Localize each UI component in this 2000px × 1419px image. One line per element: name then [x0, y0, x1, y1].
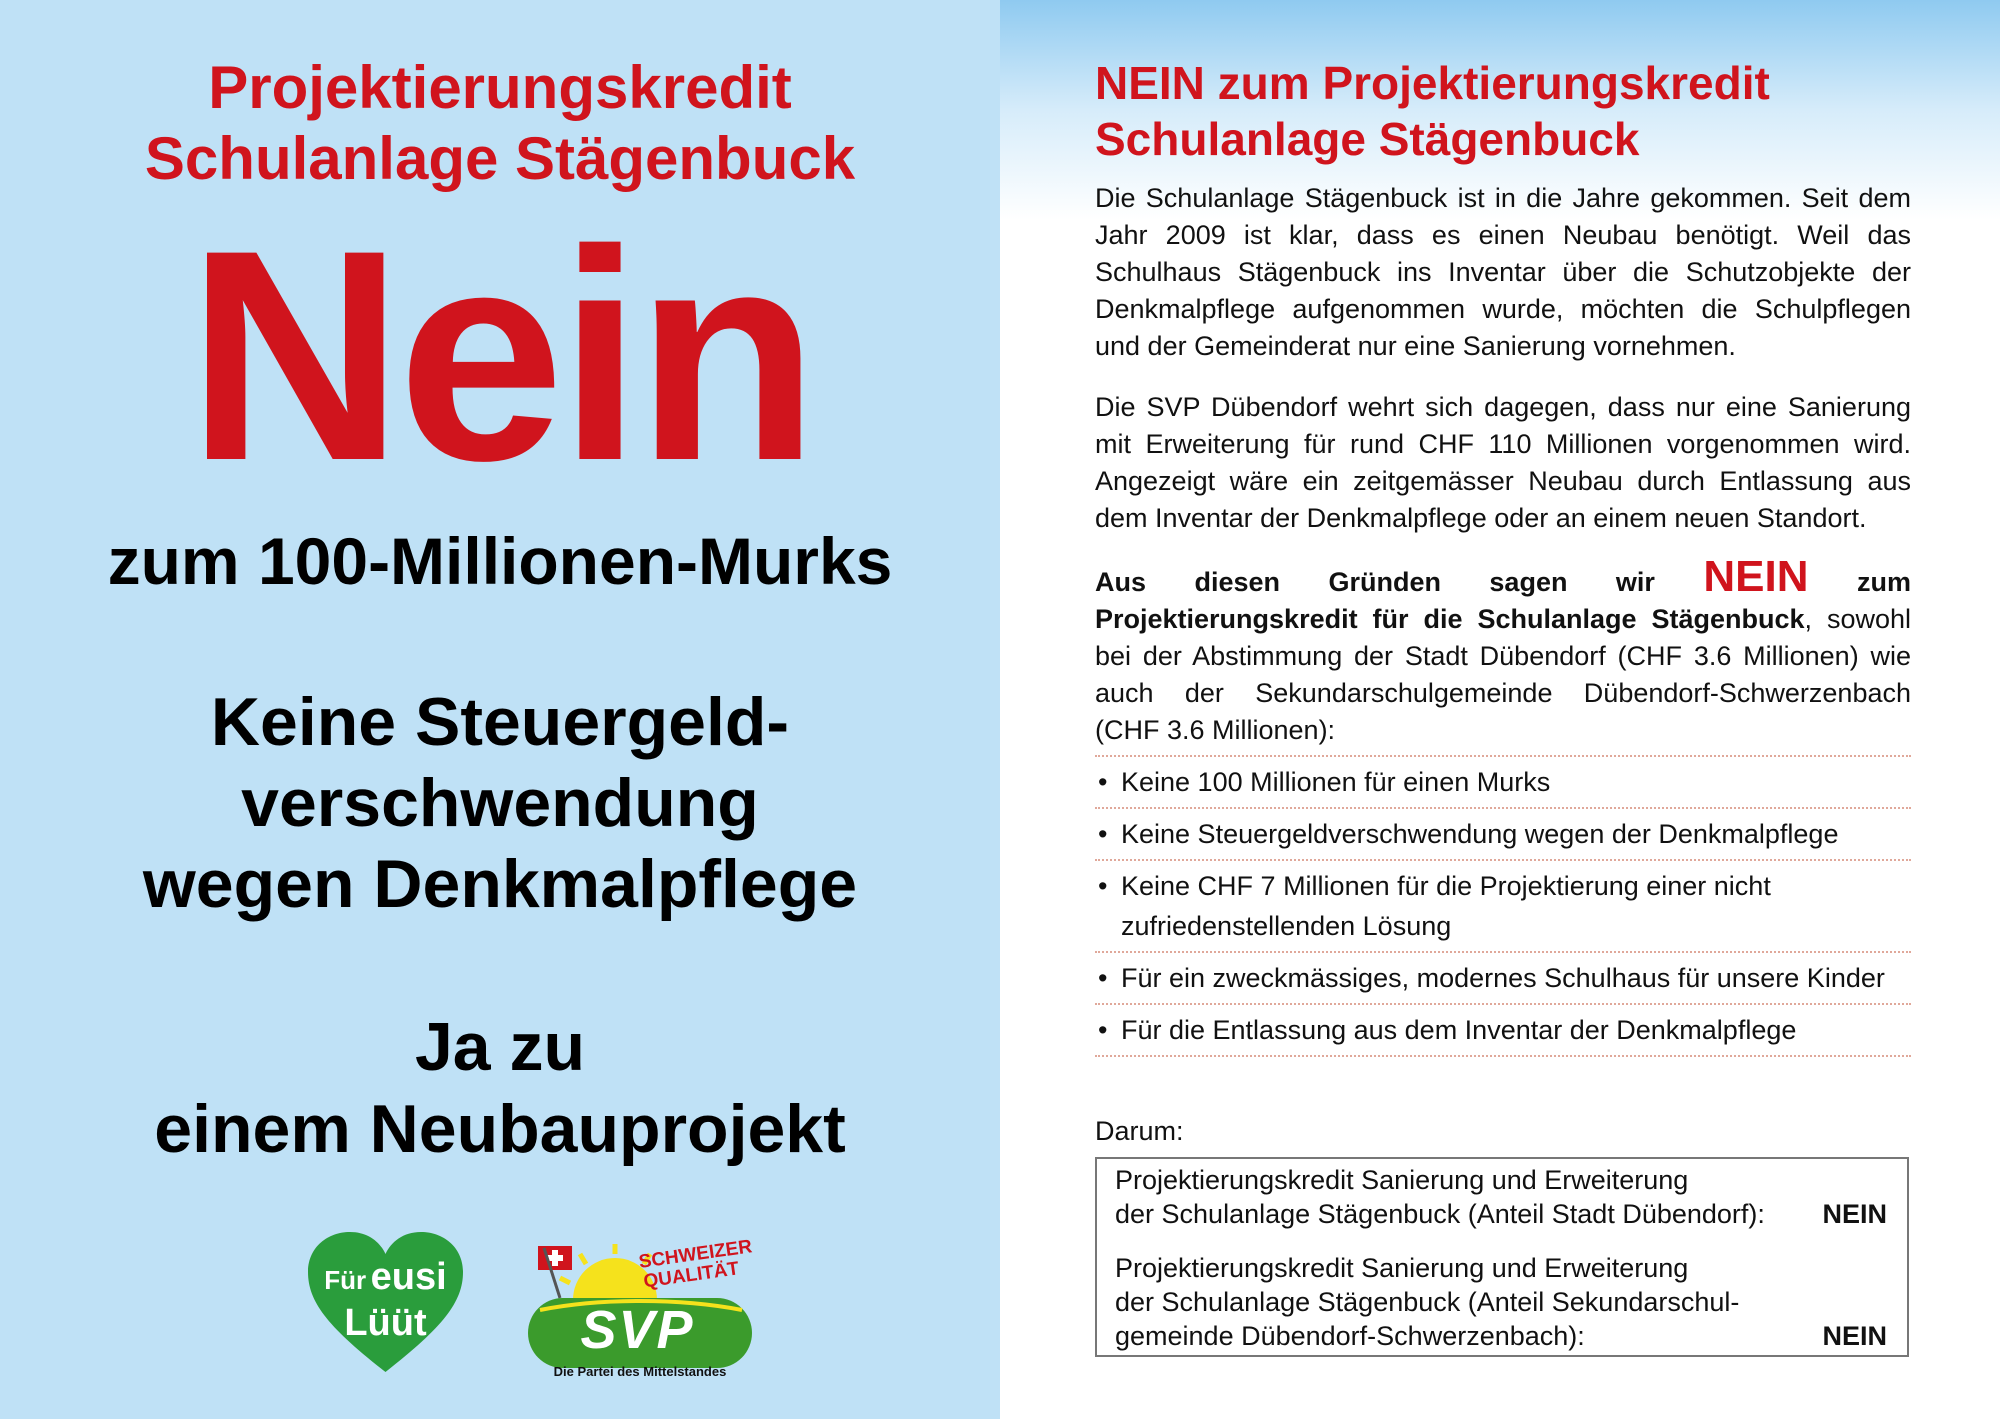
bullet-dot-icon: • [1098, 767, 1108, 797]
reasons-bold-subject: zum Projektierungskredit für die Schulanlage Stägenbuck [1095, 567, 1911, 634]
vote-item-sek-line1: Projektierungskredit Sanierung und Erweiterung [1115, 1253, 1689, 1283]
right-title [1095, 55, 1965, 167]
keine-line2: verschwendung [241, 765, 759, 841]
list-item [1095, 953, 1911, 1005]
vote-item-stadt-nein: NEIN [1822, 1199, 1887, 1229]
svp-tagline: Die Partei des Mittelstandes [553, 1364, 727, 1379]
bullet-dot-icon: • [1098, 1015, 1108, 1045]
keine-line1: Keine Steuergeld- [210, 684, 790, 760]
vote-item-sek-line3: gemeinde Dübendorf-Schwerzenbach): [1115, 1321, 1585, 1351]
reasons-bold-intro: Aus diesen Gründen sagen wir [1095, 567, 1655, 597]
heart-text-fuer: Für [324, 1265, 367, 1295]
list-item-text: Keine Steuergeldverschwendung wegen der Denkmalpflege [1121, 819, 1839, 849]
right-panel [1000, 0, 2000, 1419]
list-item [1095, 1005, 1911, 1057]
keine-steuergeld-block [0, 682, 1000, 925]
bullet-dot-icon: • [1098, 871, 1108, 901]
bullet-dot-icon: • [1098, 819, 1108, 849]
keine-line3: wegen Denkmalpflege [142, 846, 858, 922]
heart-logo-text [308, 1258, 463, 1342]
left-title-line2: Schulanlage Stägenbuck [144, 125, 856, 192]
vote-item-stadt-line2: der Schulanlage Stägenbuck (Anteil Stadt Dübendorf): [1115, 1199, 1765, 1229]
heart-text-eusi: eusi [370, 1256, 447, 1298]
darum-label: Darum: [1095, 1116, 1184, 1146]
reasons-rest: , sowohl bei der Abstimmung der Stadt Dübendorf (CHF 3.6 Millionen) wie auch der Sekundarschulgemeinde Dübendorf-Schwerzenbach (CHF 3.6 Millionen): [1095, 604, 1911, 745]
svp-quality-label: SCHWEIZER QUALITÄT [637, 1236, 754, 1293]
vote-item-sekundarschule [1115, 1251, 1887, 1353]
left-title-line1: Projektierungskredit [208, 54, 792, 121]
vote-item-sek-line2: der Schulanlage Stägenbuck (Anteil Sekundarschul- [1115, 1287, 1740, 1317]
list-item-text: Für ein zweckmässiges, modernes Schulhaus für unsere Kinder [1121, 963, 1885, 993]
list-item-text: Keine CHF 7 Millionen für die Projektierung einer nicht zufriedenstellenden Lösung [1121, 871, 1771, 941]
list-item [1095, 809, 1911, 861]
right-title-line1: NEIN zum Projektierungskredit [1095, 57, 1770, 109]
vote-recommendation-box [1095, 1157, 1909, 1357]
ja-line1: Ja zu [414, 1009, 586, 1085]
bullet-dot-icon: • [1098, 963, 1108, 993]
ja-neubau-block [0, 1006, 1000, 1170]
list-item [1095, 757, 1911, 809]
paragraph-intro: Die Schulanlage Stägenbuck ist in die Jahre gekommen. Seit dem Jahr 2009 ist klar, dass es einen Neubau benötigt. Weil das Schulhaus Stägenbuck ins Inventar über die Schutzobjekte der Denkmalpflege aufgenommen wurde, möchten die Schulpflegen und der Gemeinderat nur eine Sanierung vornehmen. [1095, 183, 1911, 361]
right-title-line2: Schulanlage Stägenbuck [1095, 113, 1640, 165]
reasons-nein: NEIN [1703, 552, 1809, 601]
vote-item-stadt-line1: Projektierungskredit Sanierung und Erweiterung [1115, 1165, 1689, 1195]
list-item [1095, 861, 1911, 953]
heart-text-luut: Lüüt [344, 1302, 427, 1344]
list-item-text: Keine 100 Millionen für einen Murks [1121, 767, 1551, 797]
left-title [0, 52, 1000, 194]
big-nein-headline: Nein [186, 187, 814, 523]
list-item-text: Für die Entlassung aus dem Inventar der Denkmalpflege [1121, 1015, 1797, 1045]
svp-name: SVP [580, 1300, 695, 1360]
vote-item-sek-nein: NEIN [1822, 1321, 1887, 1351]
ja-line2: einem Neubauprojekt [154, 1091, 846, 1167]
reasons-list [1095, 755, 1911, 1057]
paragraph-reasons [1095, 552, 1911, 749]
paragraph-svp-position: Die SVP Dübendorf wehrt sich dagegen, dass nur eine Sanierung mit Erweiterung für rund CHF 110 Millionen vorgenommen wird. Angezeigt wäre ein zeitgemässer Neubau durch Entlassung aus dem Inventar der Denkmalpflege oder an einem neuen Standort. [1095, 392, 1911, 533]
murks-subline: zum 100-Millionen-Murks [107, 524, 893, 598]
vote-item-stadt [1115, 1163, 1887, 1231]
